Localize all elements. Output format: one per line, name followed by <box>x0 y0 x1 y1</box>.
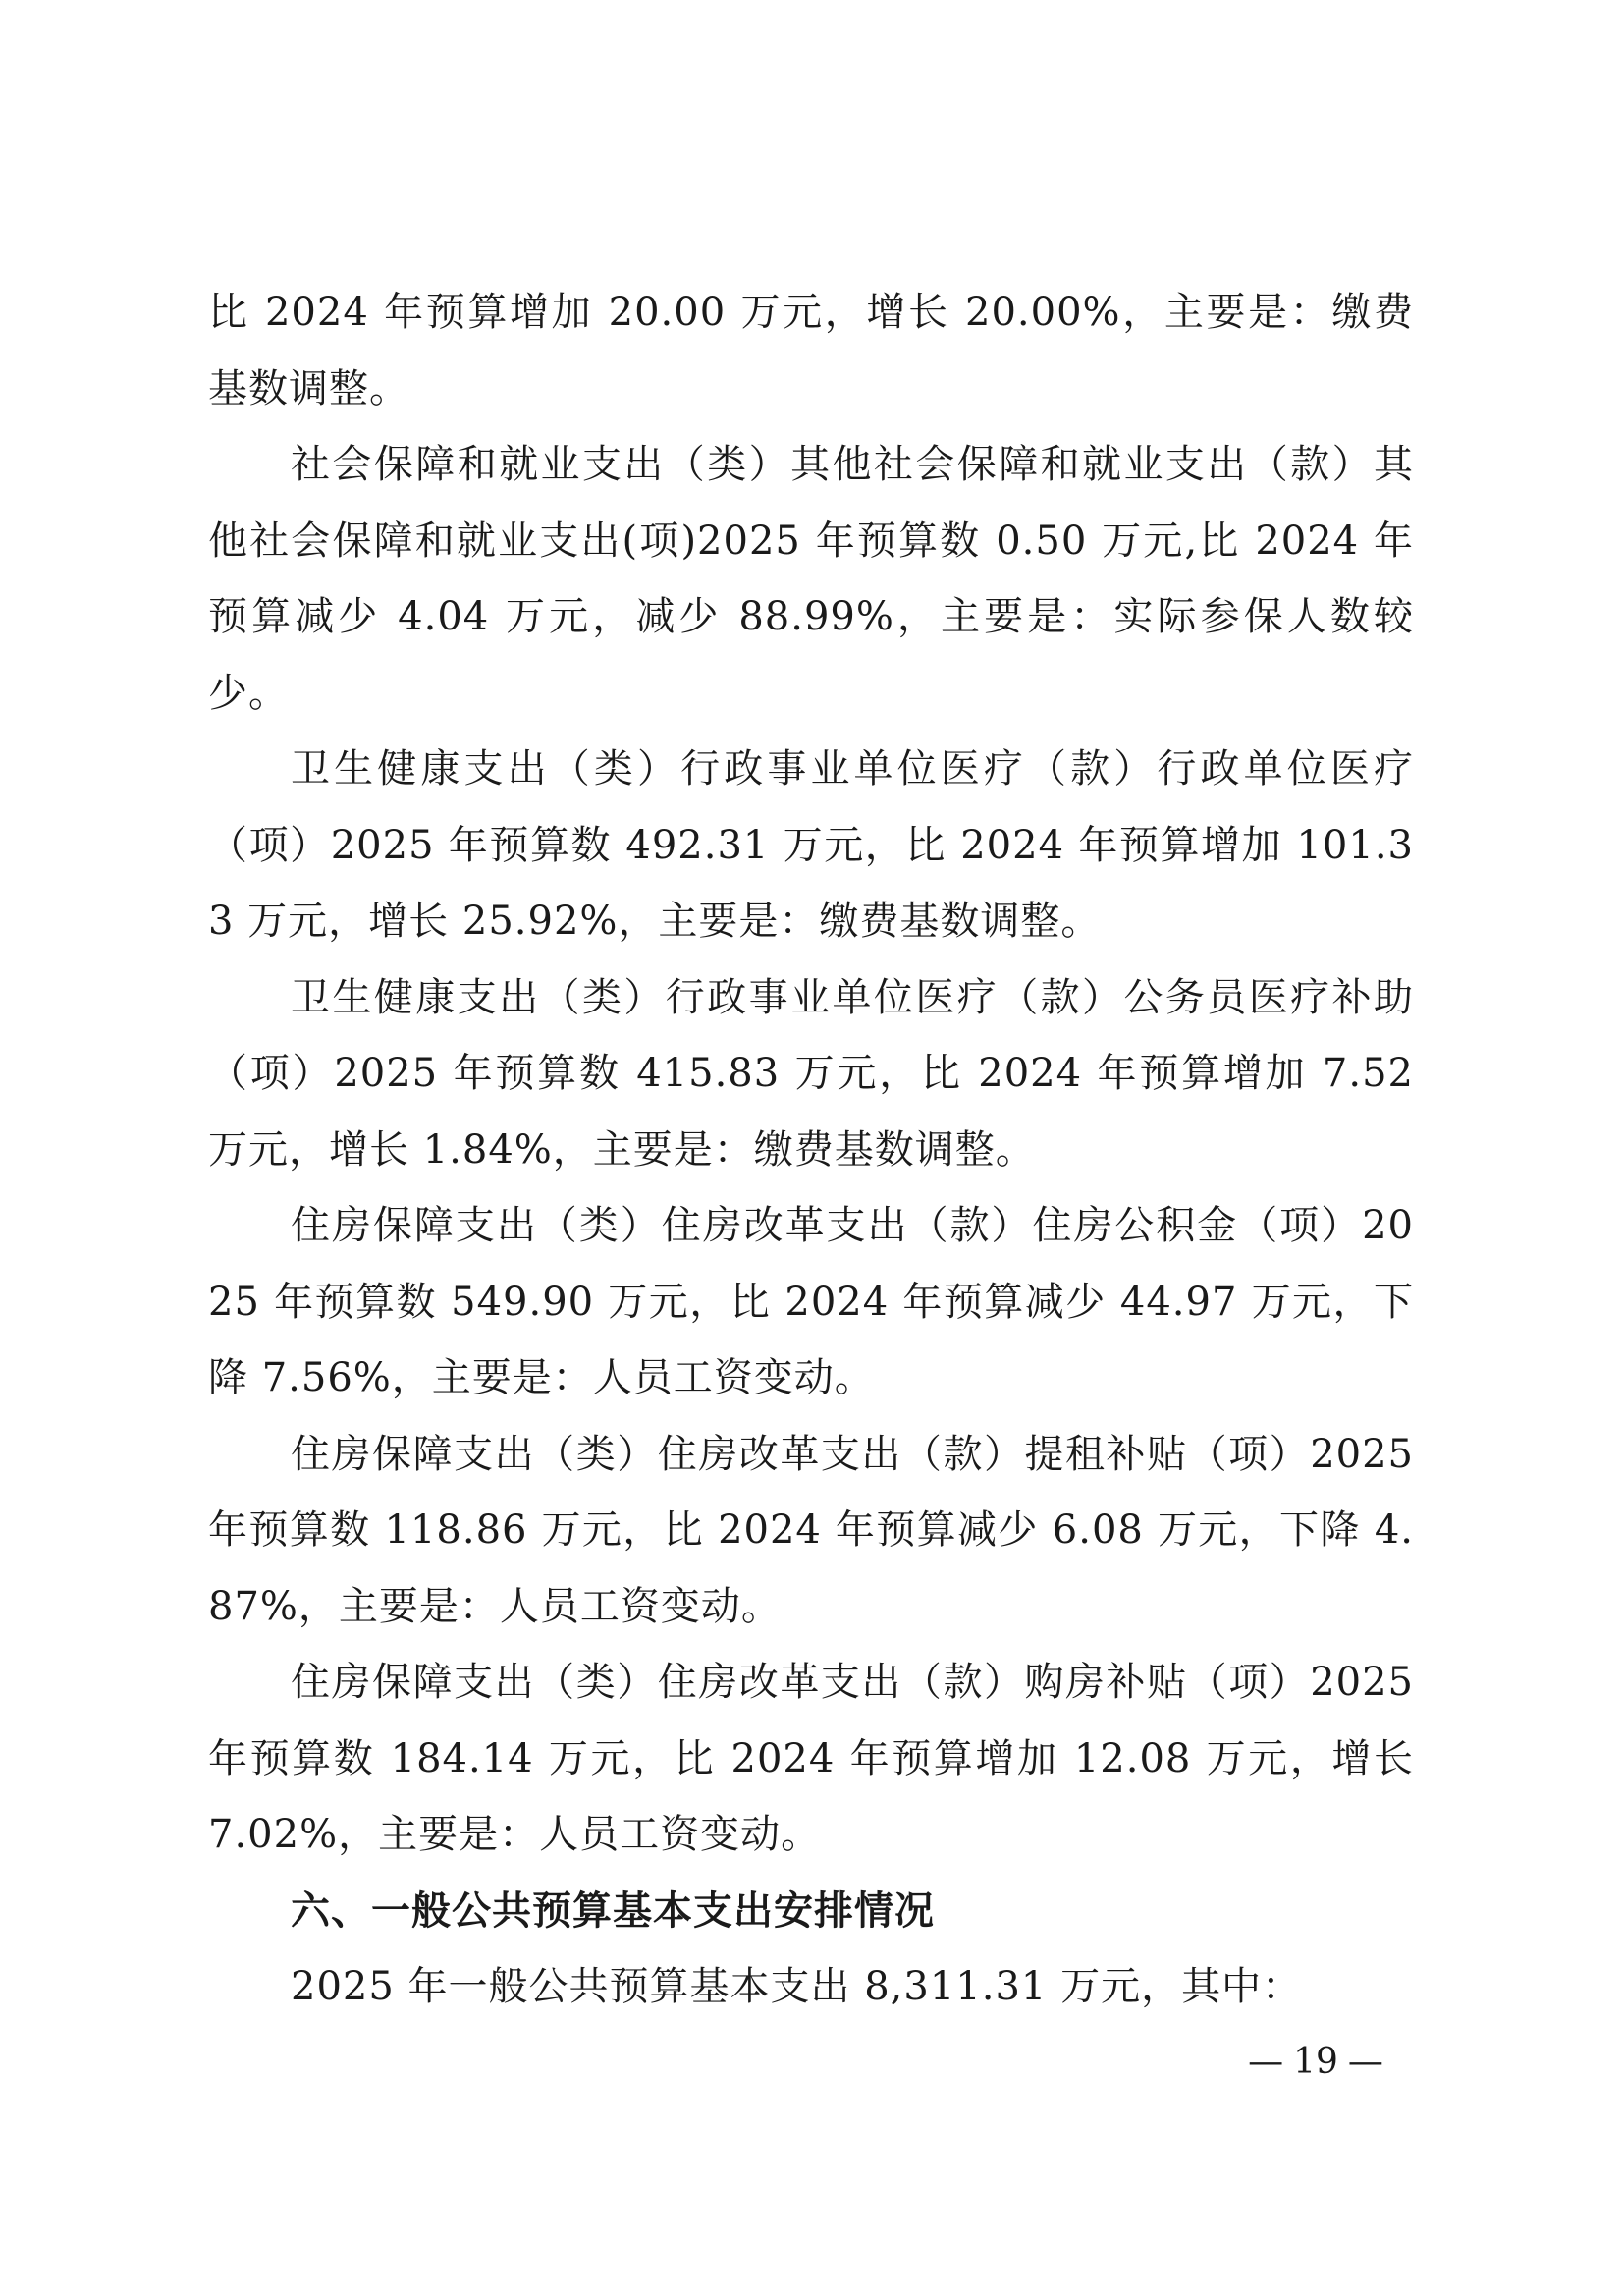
page-number-dash-right: — <box>1347 2042 1383 2082</box>
page-number-value: 19 <box>1293 2042 1338 2082</box>
paragraph-5: 住房保障支出（类）住房改革支出（款）住房公积金（项）2025 年预算数 549.90 万元，比 2024 年预算减少 44.97 万元，下降 7.56%，主要是：人员工资变动。 <box>208 1203 1414 1400</box>
paragraph-2: 社会保障和就业支出（类）其他社会保障和就业支出（款）其他社会保障和就业支出(项)2025 年预算数 0.50 万元,比 2024 年预算减少 4.04 万元，减少 88.99%，主要是：实际参保人数较少。 <box>208 442 1414 716</box>
paragraph-1: 比 2024 年预算增加 20.00 万元，增长 20.00%，主要是：缴费基数调整。 <box>208 290 1414 411</box>
section-heading: 六、一般公共预算基本支出安排情况 <box>291 1887 935 1934</box>
paragraph-6: 住房保障支出（类）住房改革支出（款）提租补贴（项）2025 年预算数 118.86 万元，比 2024 年预算减少 6.08 万元，下降 4.87%，主要是：人员工资变动。 <box>208 1431 1414 1629</box>
paragraph-7: 住房保障支出（类）住房改革支出（款）购房补贴（项）2025 年预算数 184.14 万元，比 2024 年预算增加 12.08 万元，增长 7.02%，主要是：人员工资变动。 <box>208 1660 1414 1857</box>
paragraph-3: 卫生健康支出（类）行政事业单位医疗（款）行政单位医疗（项）2025 年预算数 492.31 万元，比 2024 年预算增加 101.33 万元，增长 25.92%，主要是：缴费基数调整。 <box>208 746 1414 944</box>
closing-paragraph: 2025 年一般公共预算基本支出 8,311.31 万元，其中： <box>291 1964 1303 2009</box>
document-body <box>208 275 1414 2026</box>
page-number <box>1217 2039 1414 2086</box>
page-number-dash-left: — <box>1248 2042 1284 2082</box>
paragraph-4: 卫生健康支出（类）行政事业单位医疗（款）公务员医疗补助（项）2025 年预算数 415.83 万元，比 2024 年预算增加 7.52 万元，增长 1.84%，主要是：缴费基数调整。 <box>208 974 1414 1173</box>
